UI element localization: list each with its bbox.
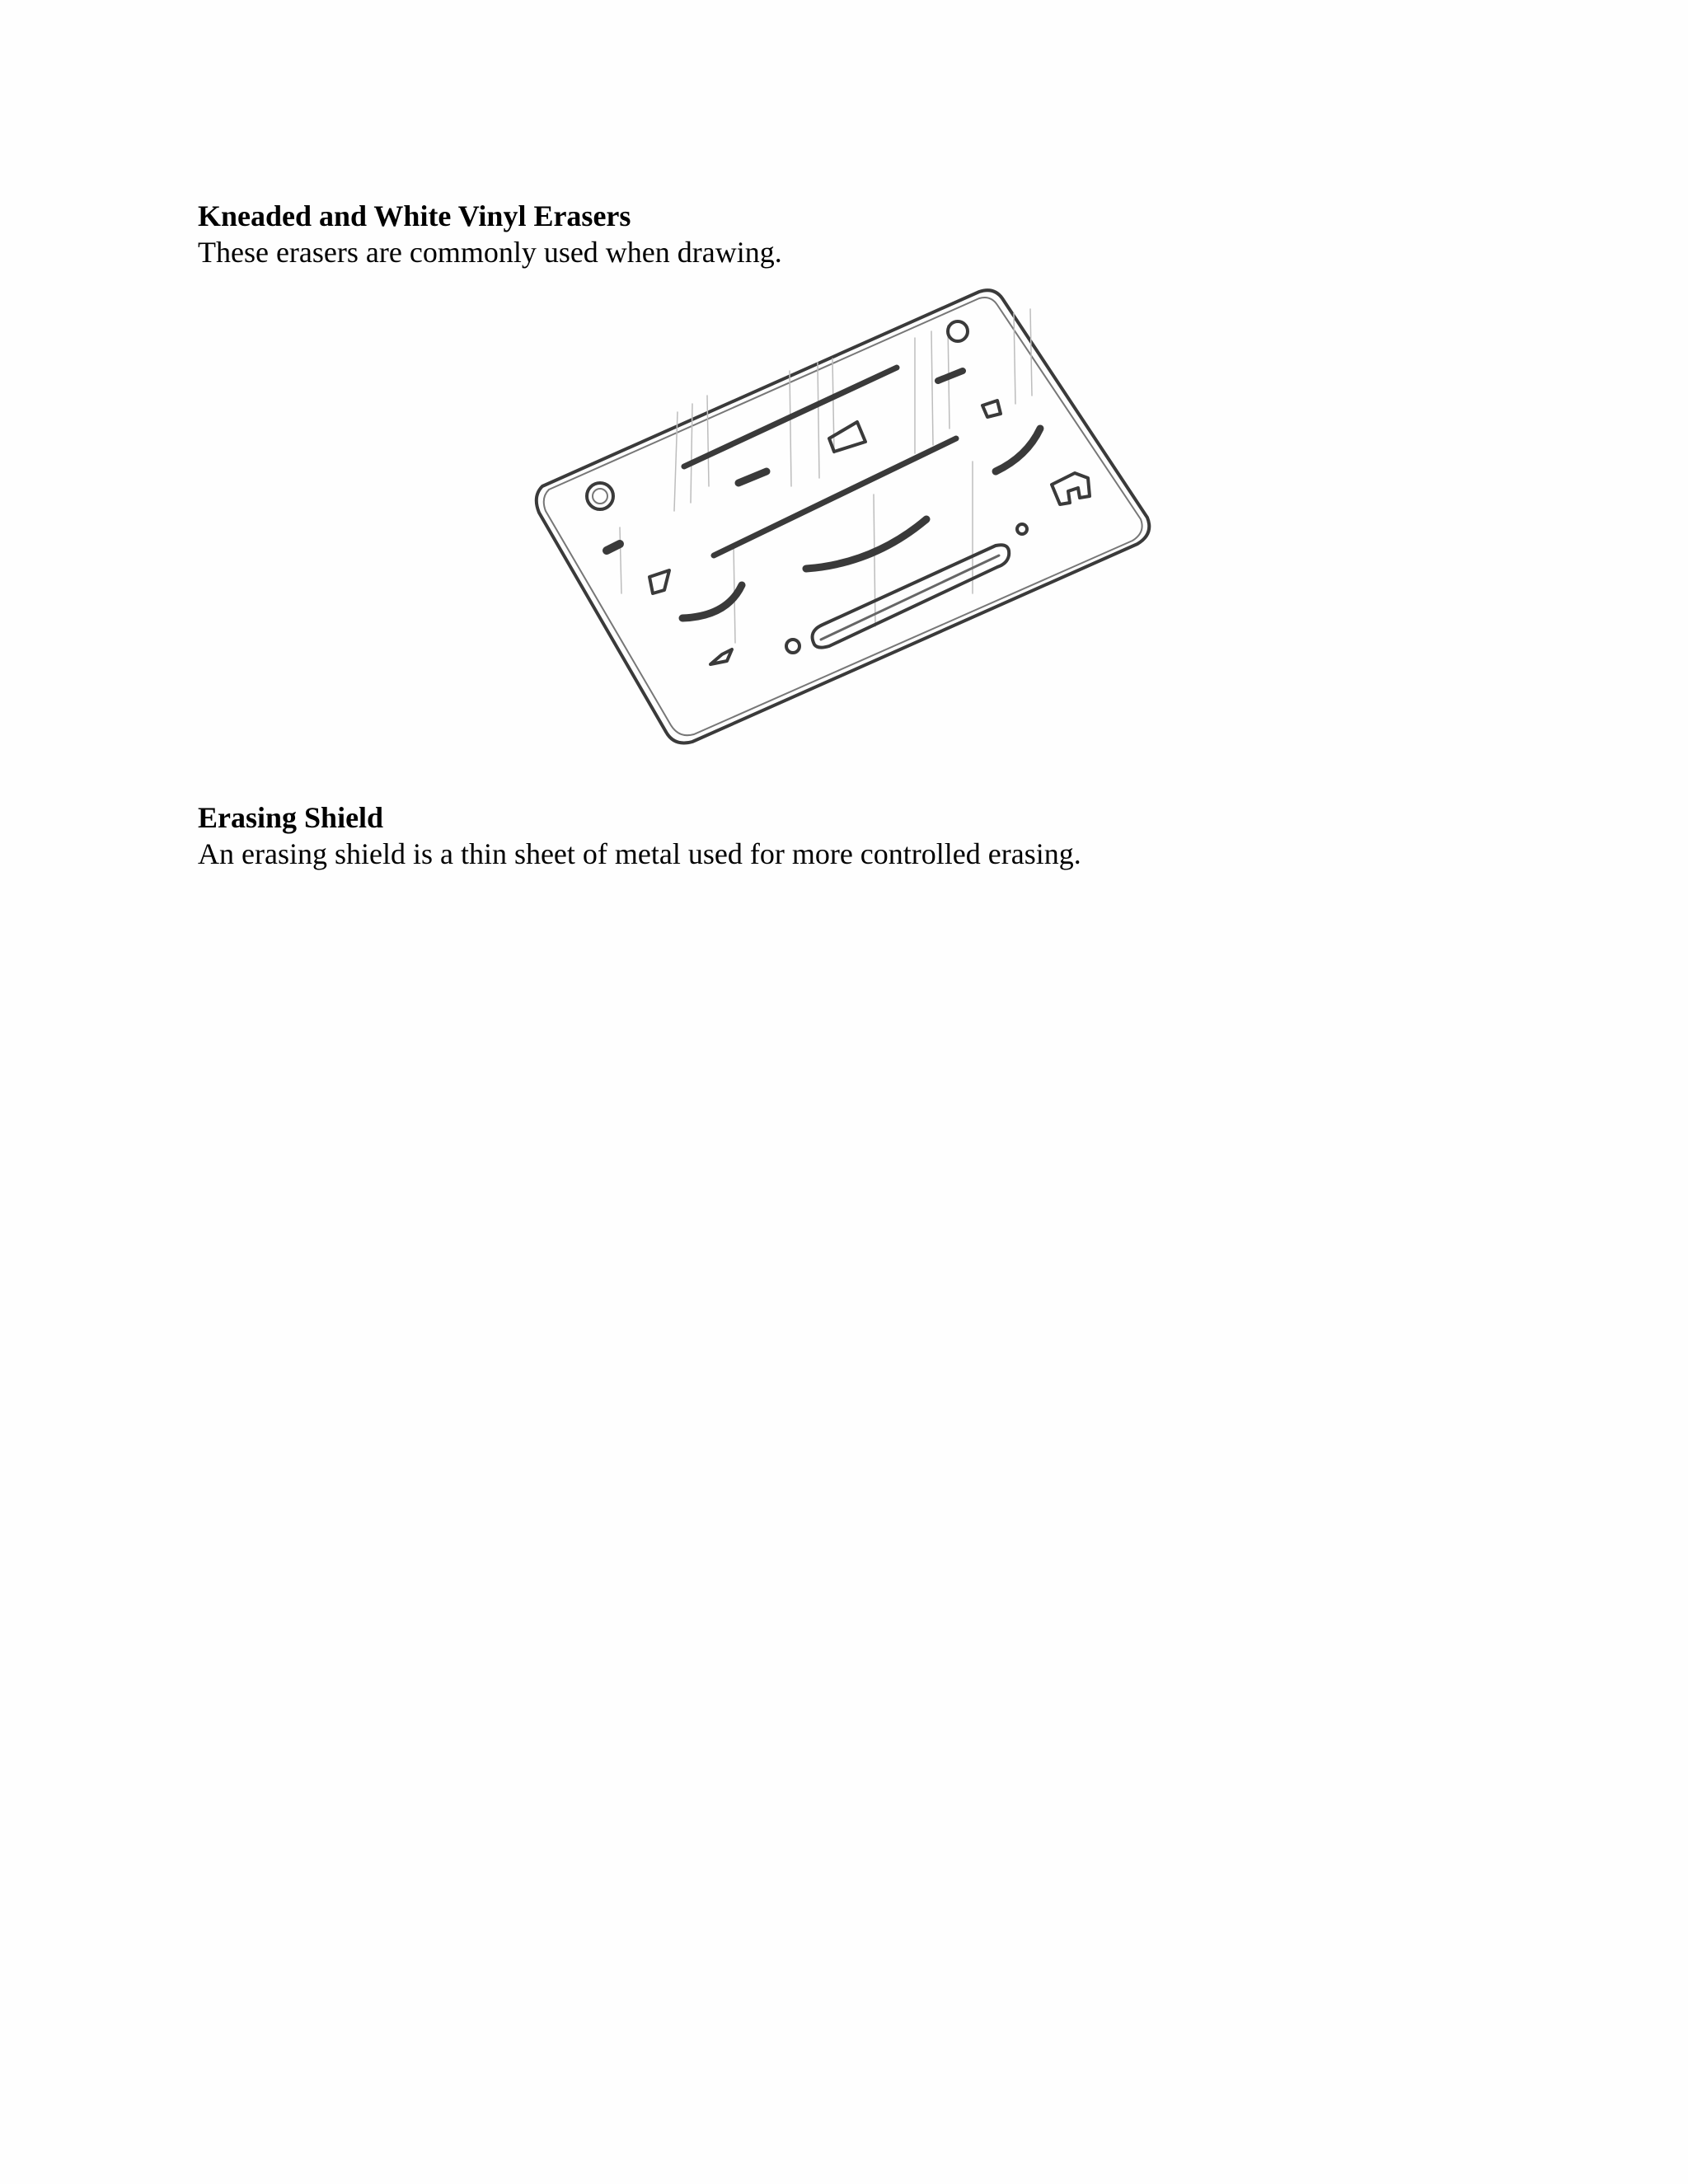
section-text-erasing-shield: An erasing shield is a thin sheet of metal used for more controlled erasing. bbox=[198, 837, 1081, 870]
section-heading-erasing-shield: Erasing Shield bbox=[198, 801, 384, 834]
section-text-erasers: These erasers are commonly used when drawing. bbox=[198, 236, 782, 269]
erasing-shield-illustration bbox=[528, 280, 1154, 775]
erasing-shield-sketch-icon bbox=[528, 280, 1154, 775]
section-heading-erasers: Kneaded and White Vinyl Erasers bbox=[198, 199, 631, 232]
